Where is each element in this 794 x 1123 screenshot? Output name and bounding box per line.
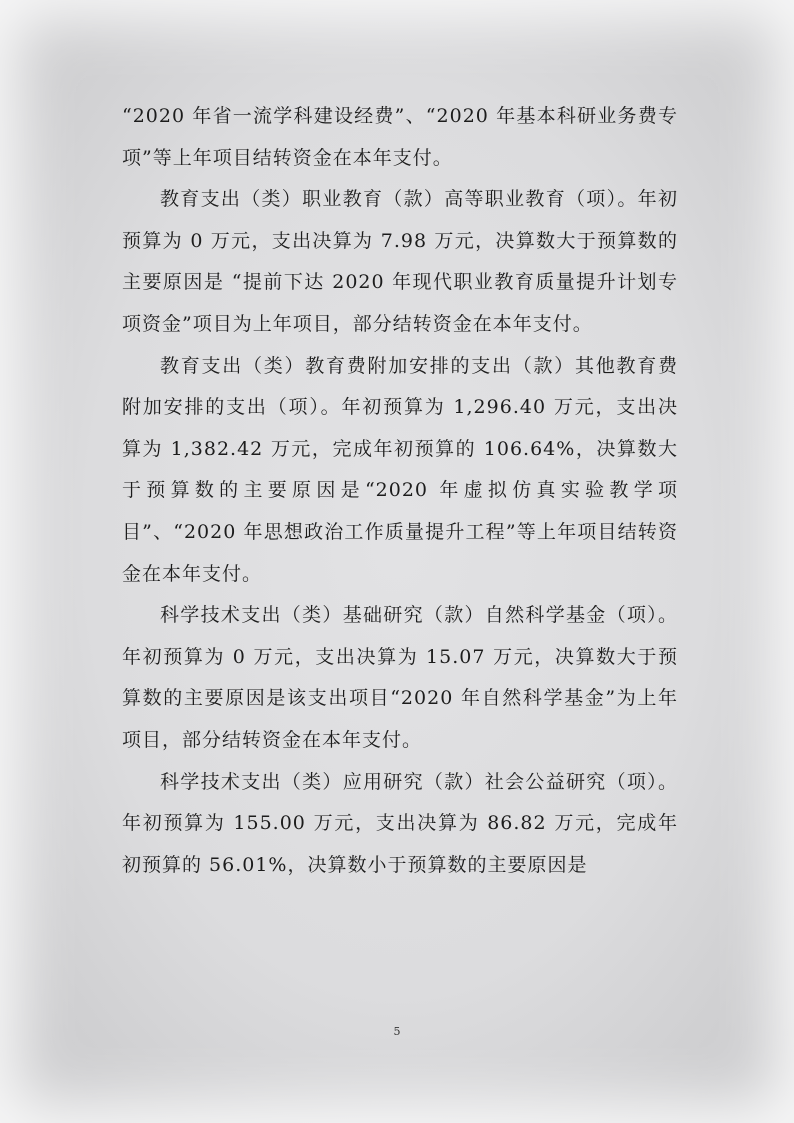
paragraph-1: “2020 年省一流学科建设经费”、“2020 年基本科研业务费专项”等上年项目结转资金在本年支付。	[122, 105, 678, 169]
paragraph-2: 教育支出（类）职业教育（款）高等职业教育（项）。年初预算为 0 万元，支出决算为 7.98 万元，决算数大于预算数的主要原因是 “提前下达 2020 年现代职业教育质量提升计划专项资金”项目为上年项目，部分结转资金在本年支付。	[122, 188, 678, 335]
paragraph-4: 科学技术支出（类）基础研究（款）自然科学基金（项）。年初预算为 0 万元，支出决算为 15.07 万元，决算数大于预算数的主要原因是该支出项目“2020 年自然科学基金”为上年项目，部分结转资金在本年支付。	[122, 604, 678, 751]
paragraph-5: 科学技术支出（类）应用研究（款）社会公益研究（项）。年初预算为 155.00 万元，支出决算为 86.82 万元，完成年初预算的 56.01%，决算数小于预算数的主要原因是	[122, 770, 678, 876]
paragraph-3: 教育支出（类）教育费附加安排的支出（款）其他教育费附加安排的支出（项）。年初预算为 1,296.40 万元，支出决算为 1,382.42 万元，完成年初预算的 106.64%，决算数大于预算数的主要原因是“2020 年虚拟仿真实验教学项目”、“2020 年思想政治工作质量提升工程”等上年项目结转资金在本年支付。	[122, 354, 678, 585]
page-number: 5	[393, 1025, 401, 1038]
body-text	[122, 96, 678, 886]
